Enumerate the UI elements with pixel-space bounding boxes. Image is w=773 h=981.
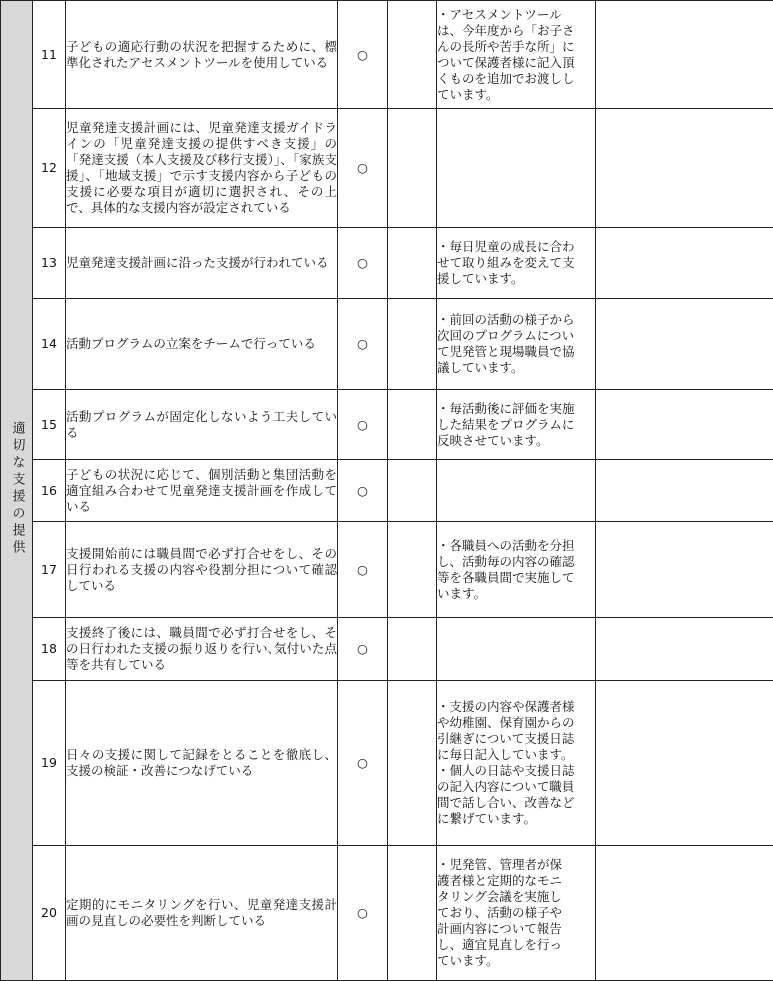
comment-line: くものを追加でお渡しし: [437, 71, 595, 87]
improvement-cell: [596, 1, 773, 109]
checklist-item: 活動プログラムが固定化しないよう工夫している: [66, 390, 338, 460]
yes-mark: ○: [338, 846, 388, 981]
comment-line: 反映させています。: [437, 433, 595, 449]
improvement-cell: [596, 522, 773, 618]
checklist-item: 活動プログラムの立案をチームで行っている: [66, 299, 338, 390]
comment-line: います。: [437, 586, 595, 602]
checklist-item: 児童発達支援計画には、児童発達支援ガイドラインの「児童発達支援の提供すべき支援」の「発達支援（本人支援及び移行支援）」、「家族支援」、「地域支援」で示す支援内容から子どもの支援に必要な項目が適切に選択され、その上で、具体的な支援内容が設定されている: [66, 109, 338, 228]
row-number: 18: [33, 618, 66, 681]
table-row: [1, 1, 773, 109]
comment-line: 次回のプログラムについ: [437, 328, 595, 344]
comment-line: 計画内容について報告: [437, 921, 595, 937]
no-mark: [388, 228, 437, 299]
comment-line: や幼稚園、保育園からの: [437, 715, 595, 731]
no-mark: [388, 460, 437, 522]
comment-line: 間で話し合い、改善など: [437, 795, 595, 811]
comment-cell: [437, 228, 596, 299]
row-number: 20: [33, 846, 66, 981]
improvement-cell: [596, 681, 773, 846]
comment-line: せて取り組みを変えて支: [437, 255, 595, 271]
no-mark: [388, 299, 437, 390]
comment-cell: [437, 109, 596, 228]
table-row: [1, 390, 773, 460]
category-label: 適切な支援の提供: [10, 421, 24, 557]
comment-line: の記入内容について職員: [437, 779, 595, 795]
no-mark: [388, 522, 437, 618]
comment-cell: [437, 390, 596, 460]
checklist-item: 日々の支援に関して記録をとることを徹底し、支援の検証・改善につなげている: [66, 681, 338, 846]
yes-mark: ○: [338, 1, 388, 109]
table-row: [1, 109, 773, 228]
yes-mark: ○: [338, 390, 388, 460]
yes-mark: ○: [338, 109, 388, 228]
no-mark: [388, 390, 437, 460]
row-number: 19: [33, 681, 66, 846]
checklist-item: 支援終了後には、職員間で必ず打合せをし、その日行われた支援の振り返りを行い､気付いた点等を共有している: [66, 618, 338, 681]
category-cell: [1, 1, 33, 981]
improvement-cell: [596, 390, 773, 460]
yes-mark: ○: [338, 228, 388, 299]
comment-line: ついて保護者様に記入頂: [437, 55, 595, 71]
row-number: 14: [33, 299, 66, 390]
row-number: 13: [33, 228, 66, 299]
comment-line: に繋げています。: [437, 811, 595, 827]
comment-line: に毎日記入しています。: [437, 747, 595, 763]
no-mark: [388, 1, 437, 109]
checklist-item: 定期的にモニタリングを行い、児童発達支援計画の見直しの必要性を判断している: [66, 846, 338, 981]
comment-cell: [437, 618, 596, 681]
comment-line: ています。: [437, 953, 595, 969]
comment-line: ・毎活動後に評価を実施: [437, 401, 595, 417]
comment-line: した結果をプログラムに: [437, 417, 595, 433]
yes-mark: ○: [338, 522, 388, 618]
comment-cell: [437, 299, 596, 390]
comment-line: ・毎日児童の成長に合わ: [437, 239, 595, 255]
comment-line: 等を各職員間で実施して: [437, 570, 595, 586]
comment-line: ており、活動の様子や: [437, 905, 595, 921]
comment-line: 護者様と定期的なモニ: [437, 873, 595, 889]
comment-cell: [437, 846, 596, 981]
improvement-cell: [596, 299, 773, 390]
row-number: 11: [33, 1, 66, 109]
comment-line: 援しています。: [437, 271, 595, 287]
comment-cell: [437, 681, 596, 846]
yes-mark: ○: [338, 618, 388, 681]
comment-line: ・各職員への活動を分担: [437, 538, 595, 554]
comment-line: は、今年度から「お子さ: [437, 23, 595, 39]
improvement-cell: [596, 846, 773, 981]
table-row: [1, 299, 773, 390]
no-mark: [388, 681, 437, 846]
table-row: [1, 522, 773, 618]
comment-cell: [437, 460, 596, 522]
yes-mark: ○: [338, 681, 388, 846]
checklist-item: 子どもの適応行動の状況を把握するために、標準化されたアセスメントツールを使用している: [66, 1, 338, 109]
row-number: 15: [33, 390, 66, 460]
improvement-cell: [596, 228, 773, 299]
checklist-item: 児童発達支援計画に沿った支援が行われている: [66, 228, 338, 299]
comment-line: ・前回の活動の様子から: [437, 312, 595, 328]
improvement-cell: [596, 460, 773, 522]
comment-cell: [437, 1, 596, 109]
table-row: [1, 618, 773, 681]
row-number: 16: [33, 460, 66, 522]
checklist-item: 支援開始前には職員間で必ず打合せをし、その日行われる支援の内容や役割分担について確認している: [66, 522, 338, 618]
comment-line: ・児発管、管理者が保: [437, 857, 595, 873]
table-row: [1, 228, 773, 299]
comment-cell: [437, 522, 596, 618]
comment-line: タリング会議を実施し: [437, 889, 595, 905]
checklist-item: 子どもの状況に応じて、個別活動と集団活動を適宜組み合わせて児童発達支援計画を作成している: [66, 460, 338, 522]
row-number: 12: [33, 109, 66, 228]
table-row: [1, 460, 773, 522]
comment-line: し、適宜見直しを行っ: [437, 937, 595, 953]
comment-line: 議しています。: [437, 360, 595, 376]
yes-mark: ○: [338, 460, 388, 522]
comment-line: ・アセスメントツール: [437, 7, 595, 23]
comment-line: んの長所や苦手な所」に: [437, 39, 595, 55]
improvement-cell: [596, 618, 773, 681]
no-mark: [388, 109, 437, 228]
row-number: 17: [33, 522, 66, 618]
comment-line: ています。: [437, 87, 595, 103]
improvement-cell: [596, 109, 773, 228]
table-row: [1, 846, 773, 981]
comment-line: て児発管と現場職員で協: [437, 344, 595, 360]
no-mark: [388, 618, 437, 681]
table-row: [1, 681, 773, 846]
comment-line: し、活動毎の内容の確認: [437, 554, 595, 570]
comment-line: ・個人の日誌や支援日誌: [437, 763, 595, 779]
comment-line: 引継ぎについて支援日誌: [437, 731, 595, 747]
yes-mark: ○: [338, 299, 388, 390]
comment-line: ・支援の内容や保護者様: [437, 699, 595, 715]
no-mark: [388, 846, 437, 981]
